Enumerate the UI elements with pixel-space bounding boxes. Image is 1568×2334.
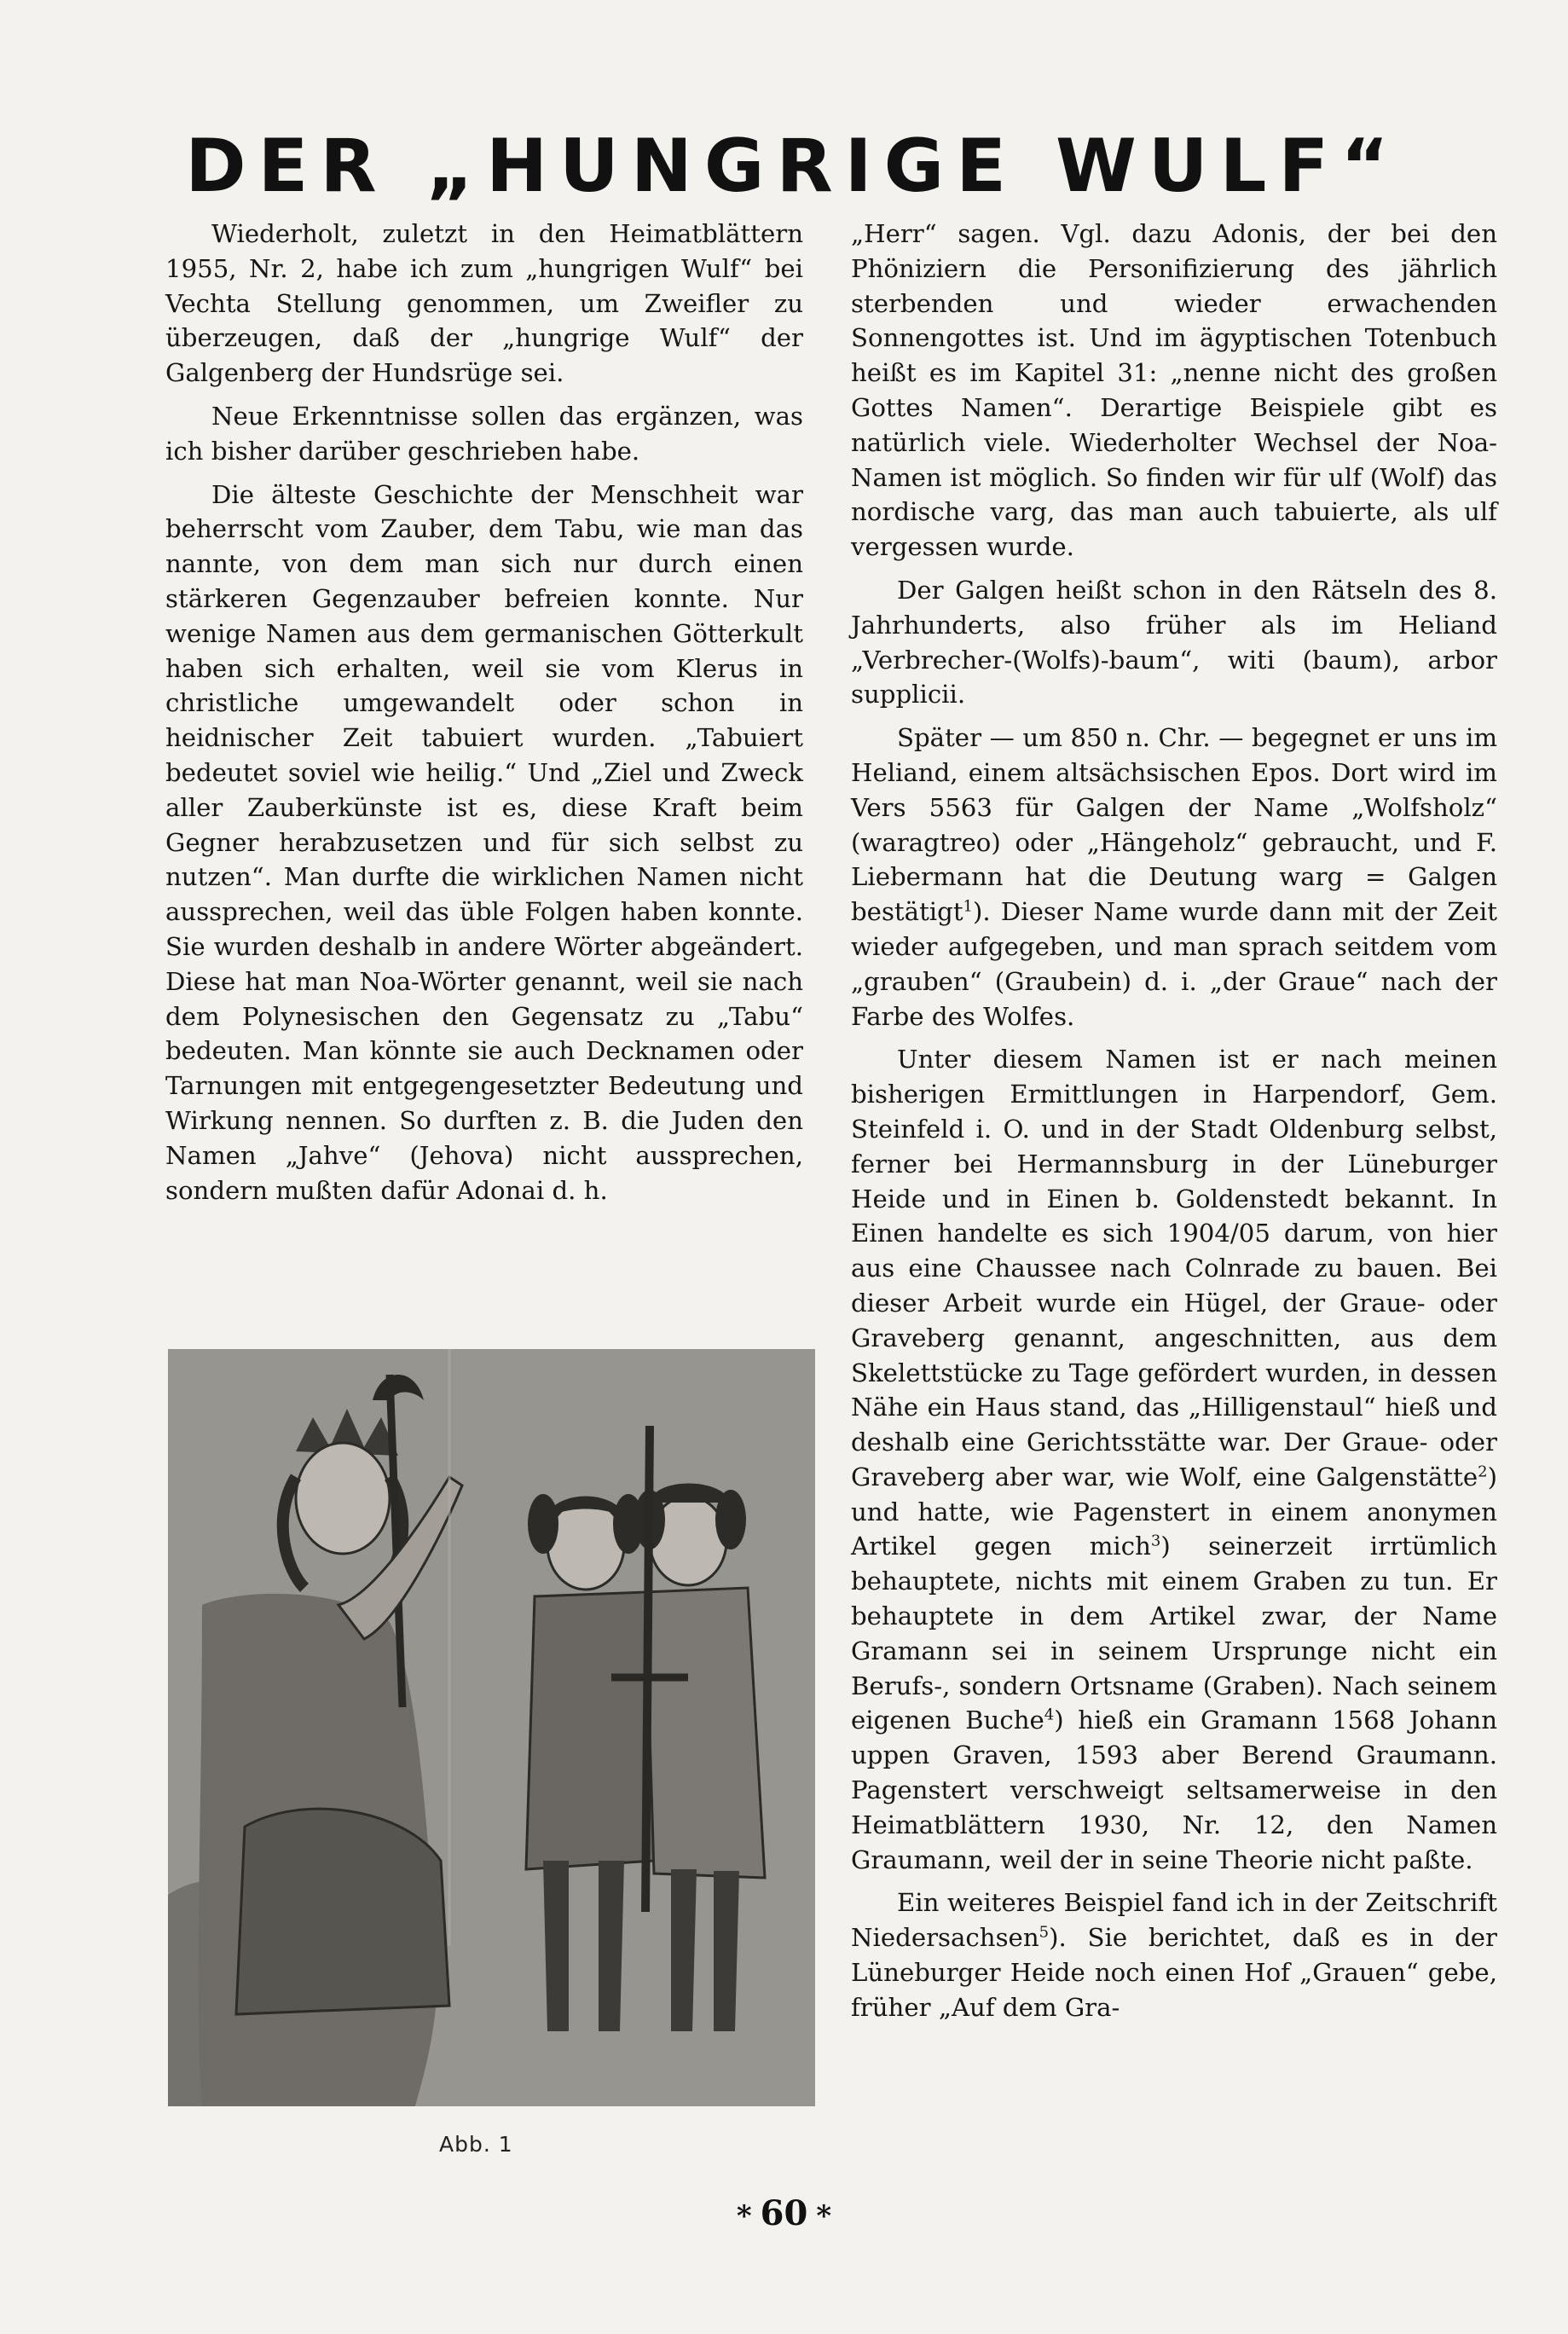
paragraph <box>851 1042 1497 1877</box>
paragraph: Neue Erkenntnisse sollen das ergänzen, was ich bisher darüber geschrieben habe. <box>165 401 803 466</box>
text-run: ). Dieser Name wurde dann mit der Zeit wieder aufgegeben, und man sprach seitdem vom „grauben“ (Graubein) d. i. „der Graue“ nach der Farbe des Wolfes. <box>851 897 1497 1031</box>
footnote-ref: 4 <box>1044 1706 1055 1724</box>
star-ornament: * <box>816 2199 832 2233</box>
paragraph: „Herr“ sagen. Vgl. dazu Adonis, der bei den Phöniziern die Personifizierung des jährlich sterbenden und wieder erwachenden Sonnengottes ist. Und im ägyptischen Totenbuch heißt es im Kapitel 31: „nenne nicht des großen Gottes Namen“. Derartige Beispiele gibt es natürlich viele. Wiederholter Wechsel der Noa-Namen ist möglich. So finden wir für ulf (Wolf) das nordische varg, das man auch tabuierte, als ulf vergessen wurde. <box>851 219 1497 562</box>
footnote-ref: 1 <box>963 897 973 916</box>
illustration-artwork <box>168 1349 815 2106</box>
article-title: DER „HUNGRIGE WULF“ <box>185 124 1401 209</box>
footnote-ref: 2 <box>1478 1462 1488 1481</box>
text-run: Unter diesem Namen ist er nach meinen bisherigen Ermittlungen in Harpendorf, Gem. Steinfeld i. O. und in der Stadt Oldenburg selbst, ferner bei Hermannsburg in der Lüneburger Heide und in Einen b. Goldenstedt bekannt. In Einen handelte es sich 1904/05 darum, von hier aus eine Chaussee nach Colnrade zu bauen. Bei dieser Arbeit wurde ein Hügel, der Graue- oder Graveberg genannt, angeschnitten, aus dem Skelettstücke zu Tage gefördert wurden, in dessen Nähe ein Haus stand, das „Hilligenstaul“ hieß und deshalb eine Gerichtsstätte war. Der Graue- oder Graveberg aber war, wie Wolf, eine Galgenstätte <box>851 1045 1497 1491</box>
right-column <box>851 217 1497 2034</box>
paragraph <box>851 721 1497 1034</box>
paragraph: Wiederholt, zuletzt in den Heimatblättern 1955, Nr. 2, habe ich zum „hungrigen Wulf“ bei Vechta Stellung genommen, um Zweifler zu überzeugen, daß der „hungrige Wulf“ der Galgenberg der Hundsrüge sei. <box>165 219 803 388</box>
left-column <box>165 217 803 1216</box>
star-ornament: * <box>736 2199 752 2233</box>
footnote-ref: 3 <box>1150 1532 1161 1550</box>
page-number-value: 60 <box>760 2193 808 2233</box>
text-run: Ein weiteres Beispiel fand ich in der Zeitschrift Niedersachsen <box>851 1888 1497 1953</box>
text-run: ) seinerzeit irrtümlich behauptete, nichts mit einem Graben zu tun. Er behauptete in dem Artikel zwar, der Name Gramann sei in seinem Ursprunge nicht ein Berufs-, sondern Ortsname (Graben). Nach seinem eigenen Buche <box>851 1532 1497 1735</box>
paragraph: Der Galgen heißt schon in den Rätseln des 8. Jahrhunderts, also früher als im Heliand „Verbrecher-(Wolfs)-baum“, witi (baum), arbor supplicii. <box>851 575 1497 709</box>
figure-caption: Abb. 1 <box>439 2132 513 2157</box>
text-run: ). Sie berichtet, daß es in der Lüneburger Heide noch einen Hof „Grauen“ gebe, früher „Auf dem Gra- <box>851 1923 1497 2022</box>
medieval-illustration <box>168 1349 815 2106</box>
paragraph <box>851 1885 1497 2024</box>
footnote-ref: 5 <box>1039 1923 1050 1942</box>
text-run: Später — um 850 n. Chr. — begegnet er uns im Heliand, einem altsächsischen Epos. Dort wird im Vers 5563 für Galgen der Name „Wolfsholz“ (waragtreo) oder „Hängeholz“ gebraucht, und F. Liebermann hat die Deutung warg = Galgen bestätigt <box>851 723 1497 927</box>
text-run: ) und hatte, wie Pagenstert in einem anonymen Artikel gegen mich <box>851 1462 1497 1561</box>
paragraph: Die älteste Geschichte der Menschheit war beherrscht vom Zauber, dem Tabu, wie man das nannte, von dem man sich nur durch einen stärkeren Gegenzauber befreien konnte. Nur wenige Namen aus dem germanischen Götterkult haben sich erhalten, weil sie vom Klerus in christliche umgewandelt oder schon in heidnischer Zeit tabuiert wurden. „Tabuiert bedeutet soviel wie heilig.“ Und „Ziel und Zweck aller Zauberkünste ist es, diese Kraft beim Gegner herabzusetzen und für sich selbst zu nutzen“. Man durfte die wirklichen Namen nicht aussprechen, weil das üble Folgen haben konnte. Sie wurden deshalb in andere Wörter abgeändert. Diese hat man Noa-Wörter genannt, weil sie nach dem Polynesischen den Gegensatz zu „Tabu“ bedeuten. Man könnte sie auch Decknamen oder Tarnungen mit entgegengesetzter Bedeutung und Wirkung nennen. So durften z. B. die Juden den Namen „Jahve“ (Jehova) nicht aussprechen, sondern mußten dafür Adonai d. h. <box>165 479 803 1205</box>
text-run: ) hieß ein Gramann 1568 Johann uppen Graven, 1593 aber Berend Graumann. Pagenstert verschweigt seltsamerweise in den Heimatblättern 1930, Nr. 12, den Namen Graumann, weil der in seine Theorie nicht paßte. <box>851 1706 1497 1874</box>
page-number <box>0 2193 1568 2233</box>
